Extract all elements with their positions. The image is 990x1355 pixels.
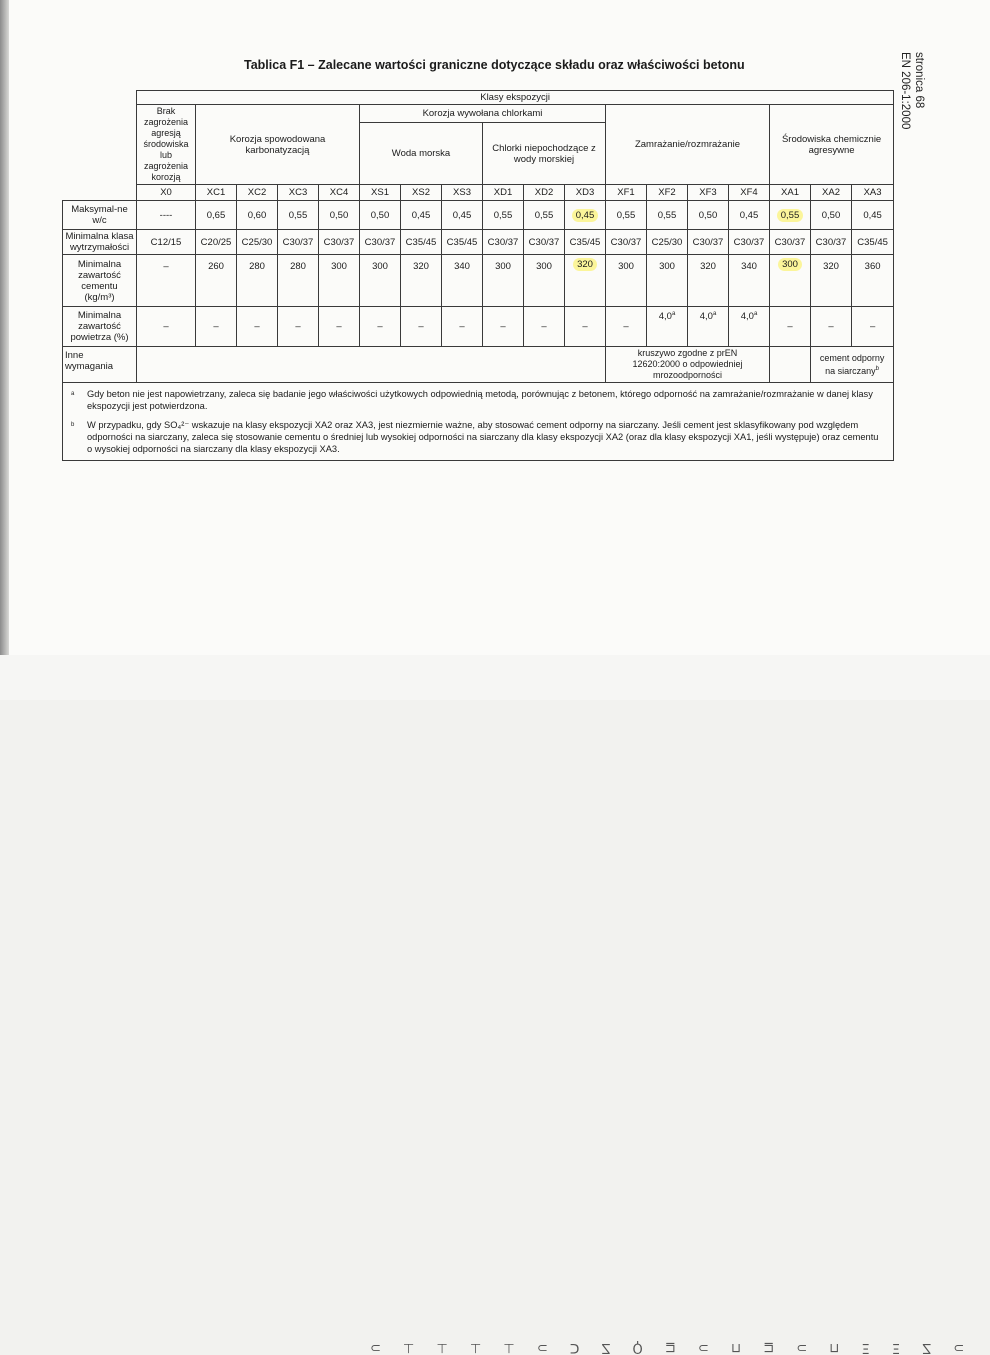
cell-cement: 300 [524, 255, 565, 307]
cell-cement: 340 [729, 255, 770, 307]
cell-cement: 300 [319, 255, 360, 307]
cell-other-freeze: kruszywo zgodne z prEN 12620:2000 o odpowiedniej mrozoodporności [606, 347, 770, 383]
footnote-mark-a: a [712, 311, 717, 317]
cell-wc: 0,45 [401, 201, 442, 230]
cell-air: – [483, 307, 524, 347]
cell-cement: 320 [811, 255, 852, 307]
cell-wc-highlighted [565, 201, 606, 230]
cell-cement: 280 [237, 255, 278, 307]
class-code: XF2 [647, 185, 688, 201]
cell-cement: 300 [360, 255, 401, 307]
class-code: XF3 [688, 185, 729, 201]
cell-cement: 360 [852, 255, 894, 307]
cell-air: – [852, 307, 894, 347]
class-code: XD2 [524, 185, 565, 201]
group-chemical: Środowiska chemicznie agresywne [770, 105, 894, 185]
class-code: XD3 [565, 185, 606, 201]
table-row-cement [63, 255, 894, 307]
cell-strength: C35/45 [565, 230, 606, 255]
cell-wc: 0,45 [729, 201, 770, 230]
cell-cement: 320 [688, 255, 729, 307]
row-label-strength: Minimalna klasa wytrzymałości [63, 230, 137, 255]
cell-strength: C30/37 [811, 230, 852, 255]
cement-unit: (kg/m³) [84, 291, 115, 303]
cell-wc: ---- [137, 201, 196, 230]
page-number: stronica 68 [913, 52, 925, 109]
cell-strength: C35/45 [442, 230, 483, 255]
table-row-wc [63, 201, 894, 230]
cell-air: – [606, 307, 647, 347]
cell-strength: C30/37 [688, 230, 729, 255]
class-code: XS2 [401, 185, 442, 201]
cell-wc: 0,65 [196, 201, 237, 230]
cell-strength: C30/37 [606, 230, 647, 255]
cell-wc: 0,55 [483, 201, 524, 230]
cell-cement: 300 [606, 255, 647, 307]
class-code: XS1 [360, 185, 401, 201]
cell-cement: – [137, 255, 196, 307]
table-row-other [63, 347, 894, 383]
exposure-classes-header: Klasy ekspozycji [137, 91, 894, 105]
cell-strength: C25/30 [237, 230, 278, 255]
group-sea-water: Woda morska [360, 123, 483, 185]
cell-air: – [565, 307, 606, 347]
class-code: XF1 [606, 185, 647, 201]
cell-air: – [319, 307, 360, 347]
cell-cement-highlighted [565, 255, 606, 307]
cell-wc: 0,50 [688, 201, 729, 230]
highlight-marker: 300 [778, 258, 802, 271]
cell-other-chemical: cement odporny na siarczany$^b$ [811, 347, 894, 383]
group-carbonation: Korozja spowodowana karbonatyzacją [196, 105, 360, 185]
class-code: XC2 [237, 185, 278, 201]
cell-strength: C30/37 [483, 230, 524, 255]
cell-cement-highlighted [770, 255, 811, 307]
cell-air: – [811, 307, 852, 347]
cell-wc: 0,55 [524, 201, 565, 230]
bleed-through-text: ⊂ ⊥ ⊥ ⊥ ⊥ ⊂ ᑐ Ζ Ϙ ⊒ ⊂ ⊓ ⊒ ⊂ ⊓ Ξ Ξ Ζ ⊂ [370, 1340, 974, 1355]
highlight-marker: 320 [573, 258, 597, 271]
class-code: XA1 [770, 185, 811, 201]
cell-cement: 300 [483, 255, 524, 307]
cell-air: – [524, 307, 565, 347]
cell-air: 4,0$^a$ [647, 307, 688, 347]
cell-other-empty [137, 347, 606, 383]
group-no-risk: Brak zagrożenia agresją środowiska lub zagrożenia korozją [137, 105, 196, 185]
class-code: XC3 [278, 185, 319, 201]
note-b: b W przypadku, gdy SO₄²⁻ wskazuje na klasy ekspozycji XA2 oraz XA3, jest niezmiernie ważne, aby stosować cement odporny na siarczany. Jeśli cement jest sklasyfikowany pod względem odporności na siarczany, zaleca się stosowanie cementu o średniej lub wysokiej odporności na siarczany dla klasy ekspozycji XA2 (oraz dla klasy ekspozycji XA1, jeśli występuje) oraz cementu o wysokiej odporności na siarczany dla klasy ekspozycji XA3. [71, 420, 879, 454]
cell-strength: C30/37 [770, 230, 811, 255]
row-label-wc: Maksymal-ne w/c [63, 201, 137, 230]
class-code: XC1 [196, 185, 237, 201]
class-code-row [63, 185, 894, 201]
cell-strength: C30/37 [319, 230, 360, 255]
cell-wc: 0,45 [442, 201, 483, 230]
row-label-air: Minimalna zawartość powietrza (%) [63, 307, 137, 347]
cell-strength: C35/45 [401, 230, 442, 255]
cell-cement: 340 [442, 255, 483, 307]
cell-wc-highlighted [770, 201, 811, 230]
cell-cement: 260 [196, 255, 237, 307]
cell-air: – [442, 307, 483, 347]
row-label-cement: Minimalna zawartość cementu (kg/m³) [63, 255, 137, 307]
cell-wc: 0,55 [606, 201, 647, 230]
cell-strength: C30/37 [278, 230, 319, 255]
cell-cement: 280 [278, 255, 319, 307]
note-a: a Gdy beton nie jest napowietrzany, zaleca się badanie jego właściwości użytkowych odpowiednią metodą, porównując z betonem, którego odporność na zamrażanie/rozmrażanie w danej klasy ekspozycji jest potwierdzona. [71, 389, 873, 411]
table-notes [63, 383, 894, 461]
table-notes-row [63, 383, 894, 461]
group-chlorides: Korozja wywołana chlorkami [360, 105, 606, 123]
corner-blank [63, 91, 137, 105]
cell-strength: C12/15 [137, 230, 196, 255]
cell-cement: 320 [401, 255, 442, 307]
cell-air: 4,0$^a$ [729, 307, 770, 347]
cell-air: – [278, 307, 319, 347]
cell-wc: 0,50 [360, 201, 401, 230]
cell-wc: 0,50 [319, 201, 360, 230]
page-left-edge [0, 0, 9, 655]
standard-code: EN 206-1:2000 [899, 52, 911, 130]
cell-air: – [237, 307, 278, 347]
cell-strength: C35/45 [852, 230, 894, 255]
class-code: XS3 [442, 185, 483, 201]
table-title: Tablica F1 – Zalecane wartości graniczne dotyczące składu oraz właściwości betonu [244, 58, 745, 72]
next-page-strip [0, 655, 990, 1355]
cell-strength: C30/37 [524, 230, 565, 255]
cell-other-xa1-empty [770, 347, 811, 383]
group-non-sea-chlorides: Chlorki niepochodzące z wody morskiej [483, 123, 606, 185]
row-label-other: Inne wymagania [63, 347, 137, 383]
cell-air: 4,0$^a$ [688, 307, 729, 347]
cell-strength: C30/37 [729, 230, 770, 255]
class-code: XF4 [729, 185, 770, 201]
highlight-marker: 0,55 [777, 209, 804, 222]
class-code: XA3 [852, 185, 894, 201]
cell-air: – [401, 307, 442, 347]
cell-strength: C30/37 [360, 230, 401, 255]
cell-wc: 0,55 [647, 201, 688, 230]
cell-wc: 0,55 [278, 201, 319, 230]
table-row-air [63, 307, 894, 347]
cell-wc: 0,45 [852, 201, 894, 230]
footnote-mark-a: a [753, 311, 758, 317]
class-code: X0 [137, 185, 196, 201]
footnote-mark-b: b [875, 365, 880, 372]
cell-air: – [196, 307, 237, 347]
class-code: XD1 [483, 185, 524, 201]
cell-cement: 300 [647, 255, 688, 307]
cell-air: – [137, 307, 196, 347]
highlight-marker: 0,45 [572, 209, 599, 222]
class-code: XC4 [319, 185, 360, 201]
cell-wc: 0,50 [811, 201, 852, 230]
group-freeze-thaw: Zamrażanie/rozmrażanie [606, 105, 770, 185]
cell-wc: 0,60 [237, 201, 278, 230]
footnote-mark-a: a [671, 311, 676, 317]
cell-strength: C20/25 [196, 230, 237, 255]
cell-air: – [770, 307, 811, 347]
limit-values-table [62, 90, 894, 461]
table-row-strength [63, 230, 894, 255]
class-code: XA2 [811, 185, 852, 201]
cell-air: – [360, 307, 401, 347]
cell-strength: C25/30 [647, 230, 688, 255]
page-header-vertical [898, 52, 926, 129]
